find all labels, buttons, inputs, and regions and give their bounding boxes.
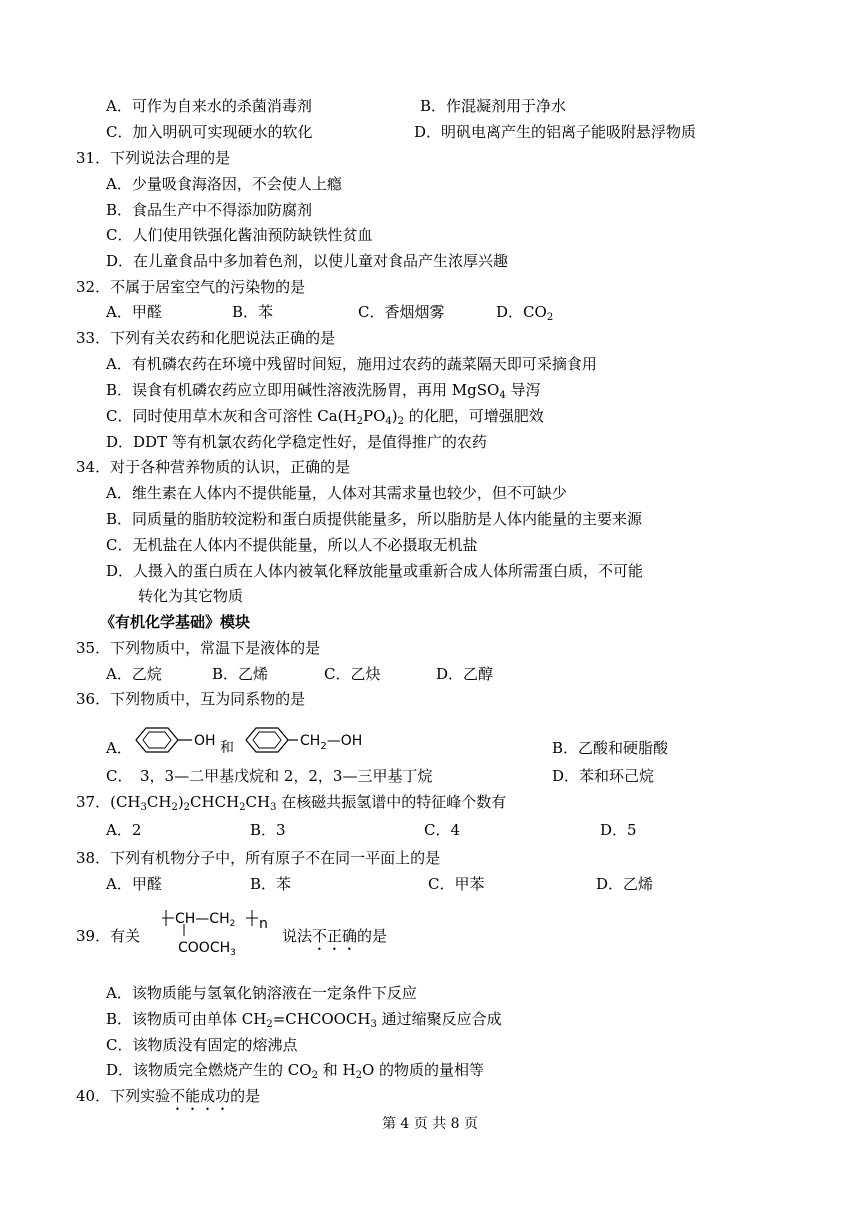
q38-option-d: D．乙烯 <box>596 875 654 893</box>
q30-option-a: A．可作为自来水的杀菌消毒剂 <box>106 97 312 115</box>
polymer-backbone-label: $CH—CH_2$ <box>175 911 236 929</box>
q39-stem-prefix: 39．有关 <box>76 927 141 945</box>
q33-option-b: B．误食有机磷农药应立即用碱性溶液洗肠胃，再用 MgSO$_4$ 导泻 <box>106 381 541 401</box>
q31-option-c: C．人们使用铁强化酱油预防缺铁性贫血 <box>106 226 373 244</box>
q38-stem: 38．下列有机物分子中，所有原子不在同一平面上的是 <box>76 849 441 867</box>
q34-option-b: B．同质量的脂肪较淀粉和蛋白质提供能量多，所以脂肪是人体内能量的主要来源 <box>106 510 643 528</box>
q34-option-a: A．维生素在人体内不提供能量，人体对其需求量也较少，但不可缺少 <box>106 484 567 502</box>
q33-stem: 33．下列有关农药和化肥说法正确的是 <box>76 329 336 347</box>
q33-option-d: D．DDT 等有机氯农药化学稳定性好，是值得推广的农药 <box>106 433 487 451</box>
q36-option-d: D．苯和环己烷 <box>552 767 655 785</box>
q38-option-a: A．甲醛 <box>106 875 162 893</box>
q34-stem: 34．对于各种营养物质的认识，正确的是 <box>76 458 351 476</box>
benzyl-alcohol-structure <box>240 722 380 758</box>
q34-option-d-line2: 转化为其它物质 <box>138 587 244 605</box>
q37-option-a: A．2 <box>106 821 142 839</box>
q34-option-d-line1: D．人摄入的蛋白质在人体内被氧化释放能量或重新合成人体所需蛋白质，不可能 <box>106 562 644 580</box>
q36-stem: 36．下列物质中，互为同系物的是 <box>76 690 306 708</box>
q35-option-a: A．乙烷 <box>106 665 162 683</box>
q32-option-b: B．苯 <box>232 303 274 321</box>
q33-option-a: A．有机磷农药在环境中残留时间短，施用过农药的蔬菜隔天即可采摘食用 <box>106 355 597 373</box>
q32-stem: 32．不属于居室空气的污染物的是 <box>76 278 306 296</box>
q32-option-a: A．甲醛 <box>106 303 162 321</box>
q37-option-d: D．5 <box>600 821 637 839</box>
module-heading: 《有机化学基础》模块 <box>100 613 251 631</box>
q31-option-a: A．少量吸食海洛因，不会使人上瘾 <box>106 175 342 193</box>
q35-option-c: C．乙炔 <box>324 665 381 683</box>
q32-option-c: C．香烟烟雾 <box>358 303 445 321</box>
q30-option-d: D．明矾电离产生的铝离子能吸附悬浮物质 <box>414 123 697 141</box>
q38-option-b: B．苯 <box>250 875 292 893</box>
q39-option-b: B．该物质可由单体 $CH_2=CHCOOCH_3$ 通过缩聚反应合成 <box>106 1010 502 1030</box>
q31-option-d: D．在儿童食品中多加着色剂，以使儿童对食品产生浓厚兴趣 <box>106 252 509 270</box>
q36-option-c: C． 3，3—二甲基戊烷和 2，2，3—三甲基丁烷 <box>106 767 433 785</box>
q39-option-c: C．该物质没有固定的熔沸点 <box>106 1036 298 1054</box>
q31-option-b: B．食品生产中不得添加防腐剂 <box>106 201 313 219</box>
q38-option-c: C．甲苯 <box>428 875 485 893</box>
q31-stem: 31．下列说法合理的是 <box>76 149 231 167</box>
q34-option-c: C．无机盐在人体内不提供能量，所以人不必摄取无机盐 <box>106 536 478 554</box>
polymer-structure <box>160 904 280 960</box>
q35-option-d: D．乙醇 <box>436 665 494 683</box>
q30-option-c: C．加入明矾可实现硬水的软化 <box>106 123 313 141</box>
polymer-n-label: n <box>259 916 268 932</box>
benzyl-ch2oh-label: $CH_2—OH$ <box>300 733 363 752</box>
q36-and: 和 <box>220 740 234 756</box>
q39-option-d: D．该物质完全燃烧产生的 $CO_2$ 和 $H_2O$ 的物质的量相等 <box>106 1061 485 1081</box>
q32-option-d: D．$CO_2$ <box>496 303 554 323</box>
q39-stem-suffix: 说法不正确的是 <box>282 927 388 945</box>
q37-option-b: B．3 <box>250 821 286 839</box>
q33-option-c: C．同时使用草木灰和含可溶性 $Ca(H_2PO_4)_2$ 的化肥，可增强肥效 <box>106 407 544 427</box>
q36-option-a-label: A． <box>106 739 132 757</box>
q30-option-b: B．作混凝剂用于净水 <box>420 97 567 115</box>
polymer-sidegroup-label: $COOCH_3$ <box>178 940 236 958</box>
page-number-footer: 第 4 页 共 8 页 <box>381 1116 479 1132</box>
q39-option-a: A．该物质能与氢氧化钠溶液在一定条件下反应 <box>106 984 417 1002</box>
phenol-oh-label: OH <box>194 733 216 749</box>
q37-option-c: C．4 <box>424 821 461 839</box>
q37-stem: 37．$(CH_3CH_2)_2CHCH_2CH_3$ 在核磁共振氢谱中的特征峰个数有 <box>76 793 507 813</box>
q35-stem: 35．下列物质中，常温下是液体的是 <box>76 639 321 657</box>
q40-stem: 40．下列实验不能成功的是 <box>76 1087 261 1105</box>
q35-option-b: B．乙烯 <box>212 665 269 683</box>
q36-option-b: B．乙酸和硬脂酸 <box>552 739 669 757</box>
